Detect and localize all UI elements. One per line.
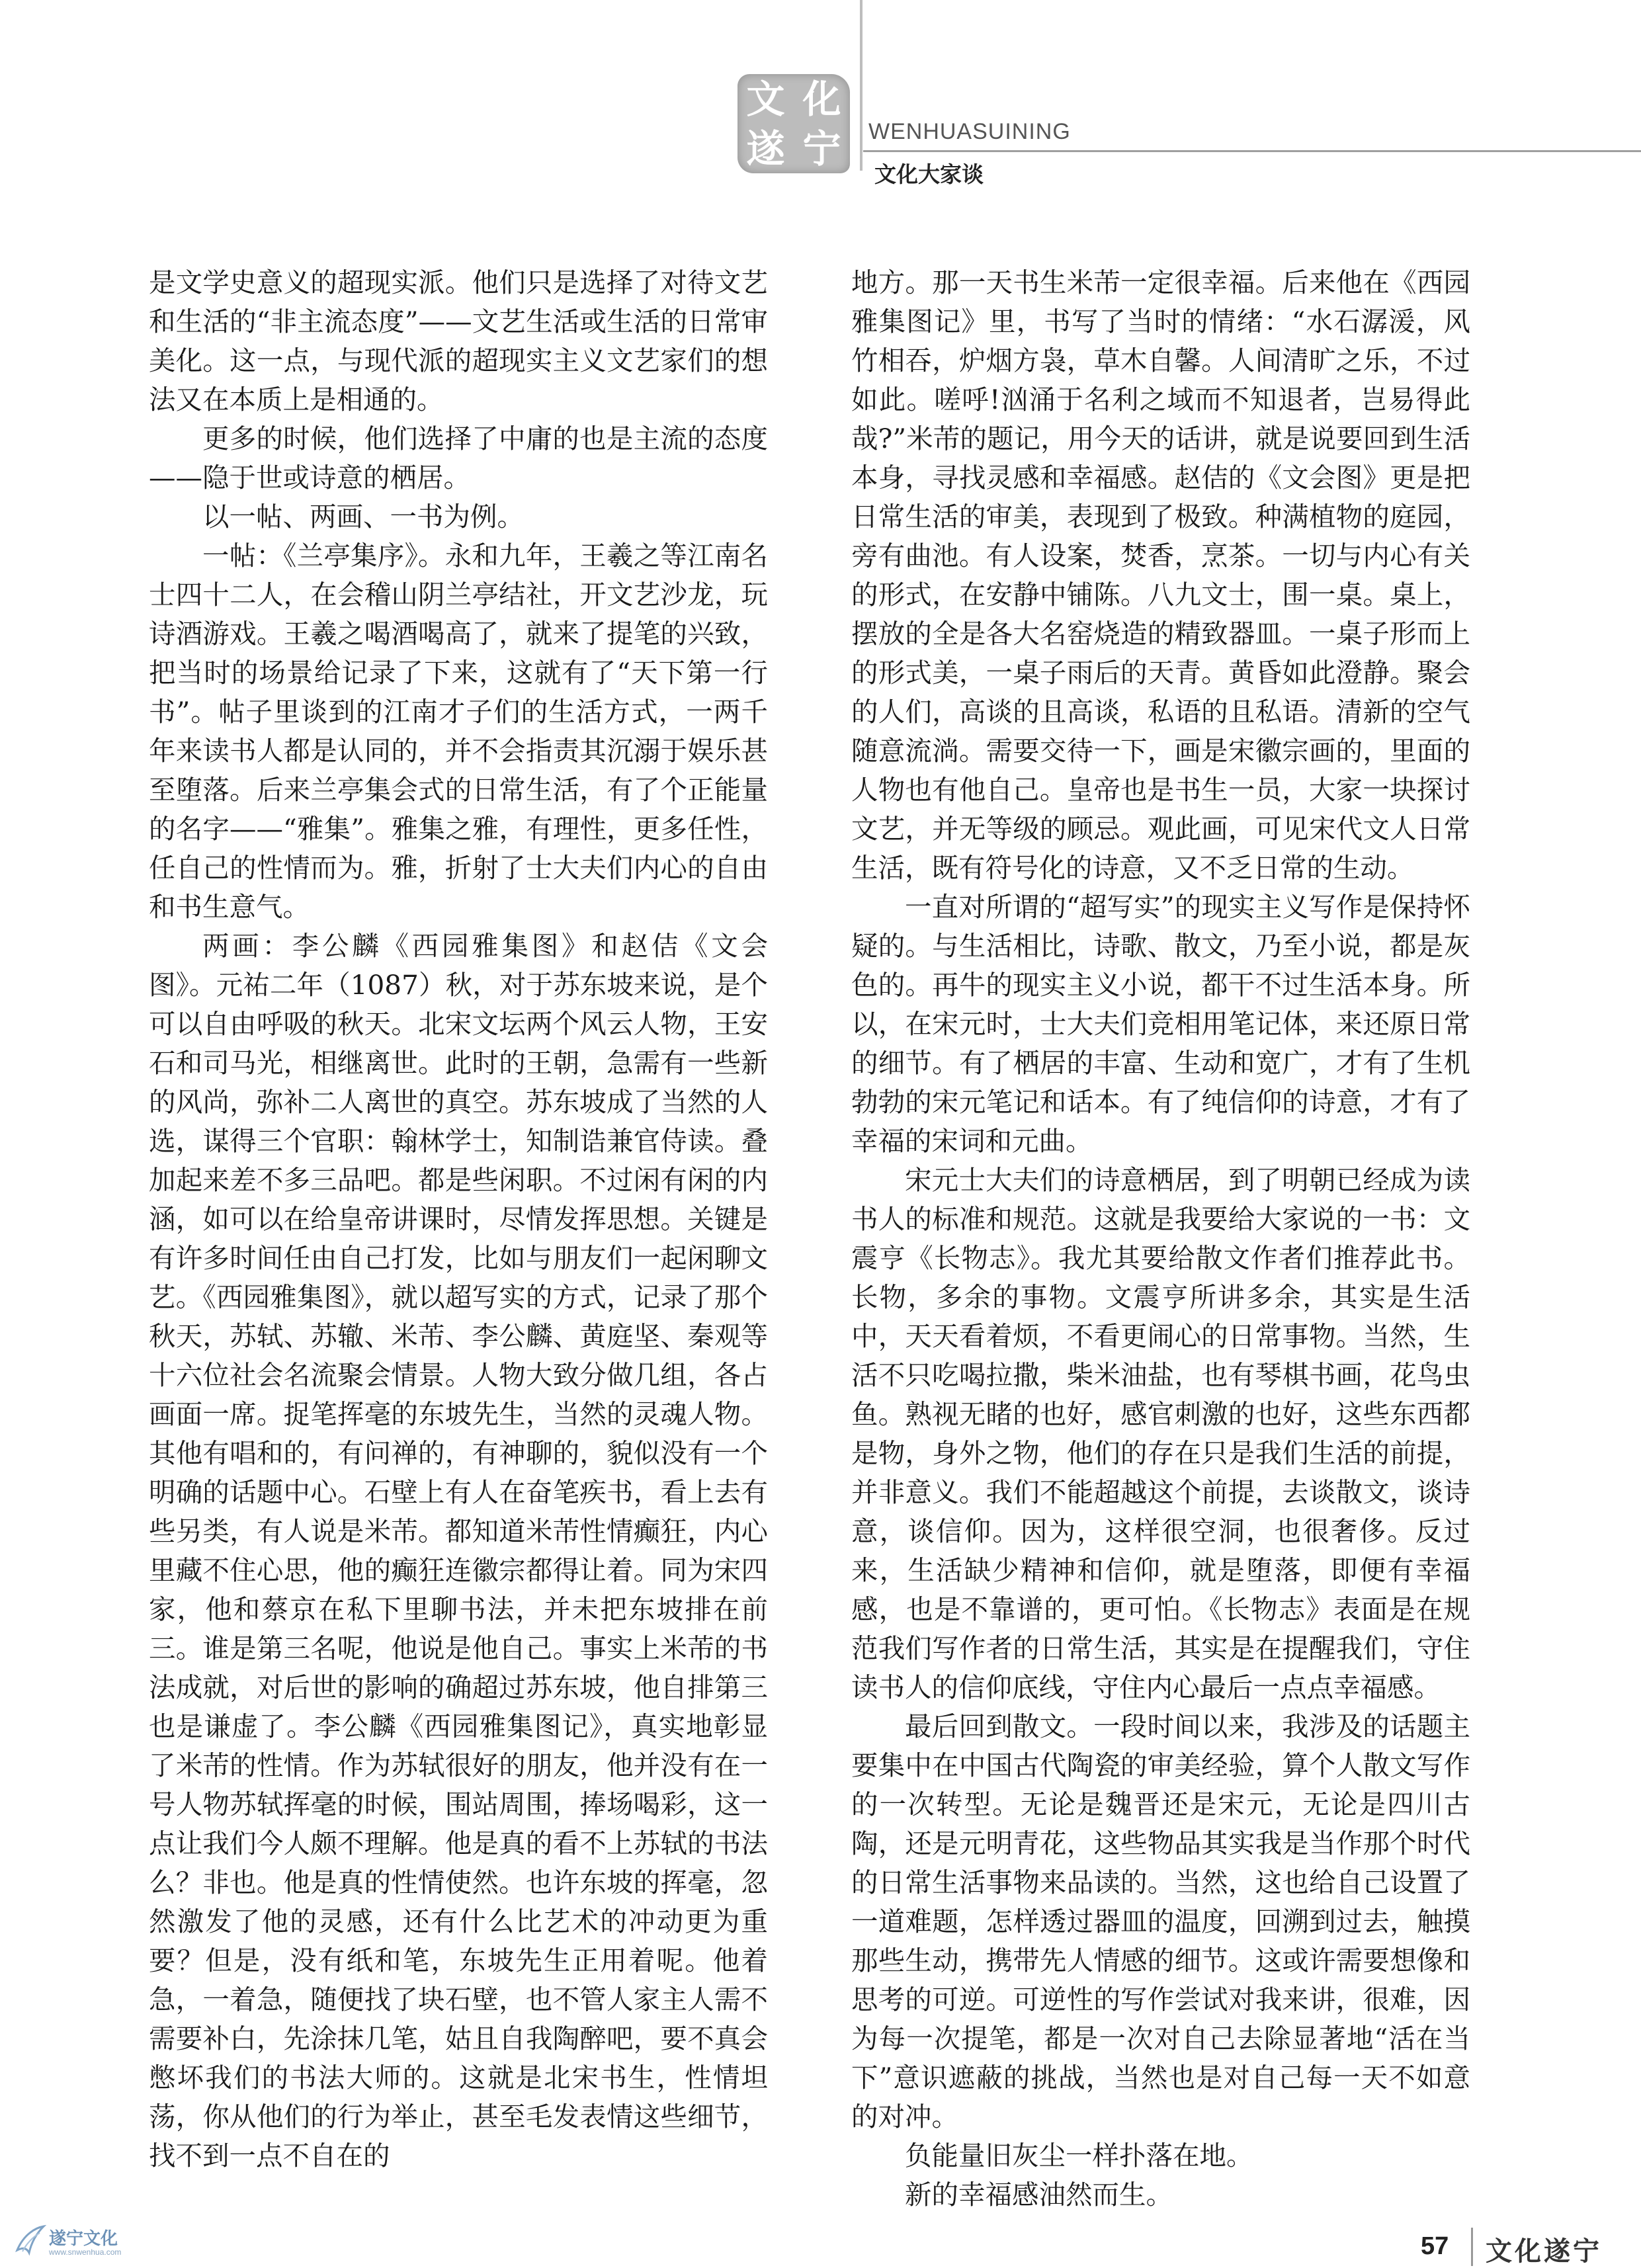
bird-logo-icon (15, 2224, 46, 2258)
paragraph: 一直对所谓的“超写实”的现实主义写作是保持怀疑的。与生活相比，诗歌、散文，乃至小说，都是灰色的。再牛的现实主义小说，都干不过生活本身。所以，在宋元时，士大夫们竞相用笔记体，来还原日常的细节。有了栖居的丰富、生动和宽广，才有了生机勃勃的宋元笔记和话本。有了纯信仰的诗意，才有了幸福的宋词和元曲。 (851, 891, 1470, 1157)
article-left-column (149, 263, 768, 2175)
watermark-title: 遂宁文化 (49, 2229, 118, 2249)
site-watermark (15, 2217, 160, 2266)
paragraph: 新的幸福感油然而生。 (905, 2179, 1173, 2210)
paragraph: 是文学史意义的超现实派。他们只是选择了对待文艺和生活的“非主流态度”——文艺生活或生活的日常审美化。这一点，与现代派的超现实主义文艺家们的想法又在本质上是相通的。 (149, 267, 768, 415)
stamp-char: 宁 (802, 126, 841, 171)
paragraph: 以一帖、两画、一书为例。 (202, 501, 524, 532)
paragraph: 更多的时候，他们选择了中庸的也是主流的态度——隐于世或诗意的栖居。 (149, 423, 768, 493)
stamp-char: 遂 (746, 126, 785, 171)
header-vertical-rule (860, 0, 863, 171)
paragraph: 两画：李公麟《西园雅集图》和赵佶《文会图》。元祐二年（1087）秋，对于苏东坡来说，是个可以自由呼吸的秋天。北宋文坛两个风云人物，王安石和司马光，相继离世。此时的王朝，急需有一些新的风尚，弥补二人离世的真空。苏东坡成了当然的人选，谋得三个官职：翰林学士，知制诰兼官侍读。叠加起来差不多三品吧。都是些闲职。不过闲有闲的内涵，如可以在给皇帝讲课时，尽情发挥思想。关键是有许多时间任由自己打发，比如与朋友们一起闲聊文艺。《西园雅集图》，就以超写实的方式，记录了那个秋天，苏轼、苏辙、米芾、李公麟、黄庭坚、秦观等十六位社会名流聚会情景。人物大致分做几组，各占画面一席。捉笔挥毫的东坡先生，当然的灵魂人物。其他有唱和的，有问禅的，有神聊的，貌似没有一个明确的话题中心。石壁上有人在奋笔疾书，看上去有些另类，有人说是米芾。都知道米芾性情癫狂，内心里藏不住心思，他的癫狂连徽宗都得让着。同为宋四家，他和蔡京在私下里聊书法，并未把东坡排在前三。谁是第三名呢，他说是他自己。事实上米芾的书法成就，对后世的影响的确超过苏东坡，他自排第三也是谦虚了。李公麟《西园雅集图记》，真实地彰显了米芾的性情。作为苏轼很好的朋友，他并没有在一号人物苏轼挥毫的时候，围站周围，捧场喝彩，这一点让我们今人颇不理解。他是真的看不上苏轼的书法么？非也。他是真的性情使然。也许东坡的挥毫，忽然激发了他的灵感，还有什么比艺术的冲动更为重要？但是，没有纸和笔，东坡先生正用着呢。他着急，一着急，随便找了块石壁，也不管人家主人需不需要补白，先涂抹几笔，姑且自我陶醉吧，要不真会憋坏我们的书法大师的。这就是北宋书生，性情坦荡，你从他们的行为举止，甚至毛发表情这些细节，找不到一点不自在的 (149, 930, 768, 2171)
paragraph: 宋元士大夫们的诗意栖居，到了明朝已经成为读书人的标准和规范。这就是我要给大家说的一书：文震亨《长物志》。我尤其要给散文作者们推荐此书。长物，多余的事物。文震亨所讲多余，其实是生活中，天天看着烦，不看更闹心的日常事物。当然，生活不只吃喝拉撒，柴米油盐，也有琴棋书画，花鸟虫鱼。熟视无睹的也好，感官刺激的也好，这些东西都是物，身外之物，他们的存在只是我们生活的前提，并非意义。我们不能超越这个前提，去谈散文，谈诗意，谈信仰。因为，这样很空洞，也很奢侈。反过来，生活缺少精神和信仰，就是堕落，即便有幸福感，也是不靠谱的，更可怕。《长物志》表面是在规范我们写作者的日常生活，其实是在提醒我们，守住读书人的信仰底线，守住内心最后一点点幸福感。 (851, 1164, 1470, 1703)
stamp-char: 文 (746, 76, 785, 122)
magazine-name: 文化遂宁 (1486, 2236, 1602, 2267)
header-horizontal-rule (863, 150, 1641, 152)
page-number: 57 (1421, 2232, 1449, 2260)
paragraph: 负能量旧灰尘一样扑落在地。 (905, 2140, 1253, 2171)
brand-romanized: WENHUASUINING (868, 119, 1071, 144)
footer-divider (1471, 2228, 1473, 2266)
paragraph: 一帖：《兰亭集序》。永和九年，王羲之等江南名士四十二人，在会稽山阴兰亭结社，开文艺沙龙，玩诗酒游戏。王羲之喝酒喝高了，就来了提笔的兴致，把当时的场景给记录了下来，这就有了“天下第一行书”。帖子里谈到的江南才子们的生活方式，一两千年来读书人都是认同的，并不会指责其沉溺于娱乐甚至堕落。后来兰亭集会式的日常生活，有了个正能量的名字——“雅集”。雅集之雅，有理性，更多任性，任自己的性情而为。雅，折射了士大夫们内心的自由和书生意气。 (149, 540, 768, 923)
article-right-column (851, 263, 1470, 2214)
magazine-stamp-logo (737, 74, 850, 173)
watermark-url: www.snwenhua.com (49, 2247, 122, 2257)
paragraph: 地方。那一天书生米芾一定很幸福。后来他在《西园雅集图记》里，书写了当时的情绪：“水石潺湲，风竹相吞，炉烟方袅，草木自馨。人间清旷之乐，不过如此。嗟呼!汹涌于名利之域而不知退者，岂易得此哉?”米芾的题记，用今天的话讲，就是说要回到生活本身，寻找灵感和幸福感。赵佶的《文会图》更是把日常生活的审美，表现到了极致。种满植物的庭园，旁有曲池。有人设案，焚香，烹茶。一切与内心有关的形式，在安静中铺陈。八九文士，围一桌。桌上，摆放的全是各大名窑烧造的精致器皿。一桌子形而上的形式美，一桌子雨后的天青。黄昏如此澄静。聚会的人们，高谈的且高谈，私语的且私语。清新的空气随意流淌。需要交待一下，画是宋徽宗画的，里面的人物也有他自己。皇帝也是书生一员，大家一块探讨文艺，并无等级的顾忌。观此画，可见宋代文人日常生活，既有符号化的诗意，又不乏日常的生动。 (851, 267, 1470, 884)
stamp-char: 化 (802, 76, 841, 122)
section-title: 文化大家谈 (874, 161, 984, 187)
paragraph: 最后回到散文。一段时间以来，我涉及的话题主要集中在中国古代陶瓷的审美经验，算个人散文写作的一次转型。无论是魏晋还是宋元，无论是四川古陶，还是元明青花，这些物品其实我是当作那个时代的日常生活事物来品读的。当然，这也给自己设置了一道难题，怎样透过器皿的温度，回溯到过去，触摸那些生动，携带先人情感的细节。这或许需要想像和思考的可逆。可逆性的写作尝试对我来讲，很难，因为每一次提笔，都是一次对自己去除显著地“活在当下”意识遮蔽的挑战，当然也是对自己每一天不如意的对冲。 (851, 1710, 1471, 2132)
